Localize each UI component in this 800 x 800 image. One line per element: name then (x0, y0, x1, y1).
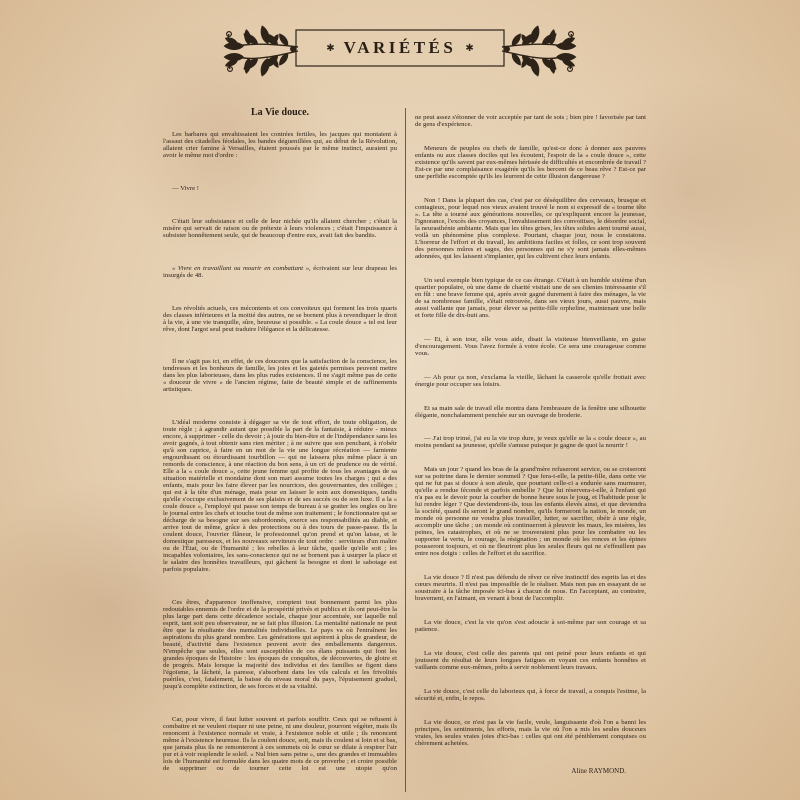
quoted-motto: « Vivre en travaillant ou mourir en combattant » (172, 264, 310, 272)
paragraph: La vie douce, c'est celle des parents qui ont peiné pour leurs enfants et qui jouissent du résultat de leurs longues fatigues en voyant ces enfants honnêtes et vaillants comme eux-mêmes, prêts à servir noblement leurs travaux. (415, 650, 646, 672)
paragraph: — Ah pour ça non, s'exclama la vieille, lâchant la casserole qu'elle frottait avec énergie pour occuper ses loisirs. (415, 373, 646, 388)
floral-ornament-left (224, 24, 298, 78)
paragraph (163, 265, 397, 279)
paragraph: Les révoltés actuels, ces mécontents et ces convoiteux qui forment les trois quarts des classes inférieures et la moitié des autres, ne se bornent plus à revendiquer le droit à la vie, à une vie tranquille, sûre, heureuse si possible. « La coule douce » tel est leur rêve, dont l'argot seul peut traduire l'élégance et la délicatesse. (163, 304, 397, 333)
section-header (222, 16, 578, 80)
paragraph: La vie douce ? Il n'est pas défendu de rêver ce rêve instinctif des esprits las et des cœurs meurtris. Il n'est pas impossible de le réaliser. Mais non pas en essayant de se soustraire à la tâche imposée ici-bas à chacun de nous. En l'acceptant, au contraire, bravement, en l'aimant, en venant à bout de l'accomplir. (415, 574, 646, 603)
column-divider (405, 108, 406, 792)
paragraph: Car, pour vivre, il faut lutter souvent et parfois souffrir. Ceux qui se refusent à combattre et ne veulent risquer ni une peine, ni une douleur, pourront végéter, mais ils renoncent à l'existence normale et vraie, à l'existence noble et utile ; ils renoncent même à l'existence heureuse. Ils la coulent douce, soit, mais ils coulent si loin et si bas, que jamais plus ils ne remonteront à ces sommets où le cœur se dilate à respirer l'air pur et à voir resplendir le soleil. « Nul bien sans peine », une des grandes et immuables lois de l'humanité est formulée dans les quatre mots de ce proverbe ; et croire possible de supprimer ou de tourner cette loi est une utopie qu'on (163, 716, 397, 772)
paragraph: — Vivre ! (172, 184, 199, 192)
paragraph: Non ! Dans la plupart des cas, c'est par ce déséquilibre des cerveaux, brusque et contagieux, pour lequel nos vieux avaient trouvé le nom si expressif de « tourne tête ». La tête a tourné aux générations nouvelles, ce qu'expliquent encore la jeunesse, l'ignorance, l'excès des croyances, l'envahissement des convoitises, le désordre social, la neurasthénie ambiante. Mais que les têtes grises, les têtes solides aient tourné aussi, voilà un phénomène plus complexe. Pourtant, chaque jour, nous le constatons. L'horreur de l'effort et du travail, les ambitions faciles et folles, ce sont trop souvent des personnes mûres et sages, des personnes qui ne s'y sont jamais elles-mêmes adonnées, qui les laissent s'implanter, qui les cultivent chez leurs enfants. (415, 196, 646, 260)
paragraph: Ces êtres, d'apparence inoffensive, comptent tout bonnement parmi les plus redoutables ennemis de l'ordre et de la prospérité privés et publics et ils ont peut-être la plus large part dans cette décadence sociale, chaque jour accentuée, sur laquelle nul esprit, tant soit peu observateur, ne se fait plus illusion. La mentalité nationale ne peut être que la résultante des mentalités individuelles. Le pays va où l'entraînent les aspirations du plus grand nombre. Les générations qui aspirent à plus de grandeur, de beauté, d'activité dans l'existence peuvent avoir des emballements dangereux. N'empêche que seules, elles sont susceptibles de ces élans puissants qui font les grandes époques de l'histoire : les époques de conquêtes, de découvertes, de gloire et de progrès. Mais lorsque la majorité des individus et des familles se figent dans l'égoïsme, la lâcheté, la paresse, s'absorbent dans les vils calculs et les frivolités puériles, c'est, fatalement, la baisse du niveau moral du pays, l'épuisement graduel, jusqu'à complète extinction, de ses forces et de sa vitalité. (163, 599, 397, 691)
paragraph: C'était leur subsistance et celle de leur nichée qu'ils allaient chercher ; c'était la misère qui servait de raison ou de prétexte à leurs violences ; c'était l'impuissance à subsister honnêtement seule, qui de beaucoup d'entre eux, avait fait des bandits. (163, 217, 397, 239)
paragraph: Et sa main sale de travail elle montra dans l'embrasure de la fenêtre une silhouette élégante, nonchalamment penchée sur un ouvrage de broderie. (415, 404, 646, 419)
floral-ornament-right (502, 24, 576, 78)
article-title: La Vie douce. (250, 107, 310, 118)
article-column-left (163, 131, 397, 772)
paragraph-text: , écrivaient sur leur drapeau les insurgés de 48. (163, 264, 397, 279)
section-title-box (296, 30, 504, 66)
star-ornament-left: ✱ (326, 42, 335, 54)
paragraph: Les barbares qui envahissaient les contrées fertiles, les jacques qui montaient à l'assaut des citadelles féodales, les bandes déguenillées qui, au début de la Révolution, allaient crier famine à Versailles, étaient poussés par le même instinct, auraient pu avoir le même mot d'ordre : (163, 131, 397, 159)
author-signature: Aline RAYMOND. (571, 766, 626, 775)
paragraph: Un seul exemple bien typique de ce cas étrange. C'était à un humble sixième d'un quartier populaire, où une dame de charité visitait une de ses clientes intéressante s'il en fût : une brave femme qui, après avoir gagné durement à faire des ménages, la vie de sa nombreuse famille, s'était retrouvée, dans ses vieux jours, aussi pauvre, mais aussi vaillante que jamais, pour élever sa petite-fille orpheline, maintenant une belle et forte fille de dix-huit ans. (415, 276, 646, 319)
article-column-right (415, 114, 646, 776)
paragraph: Il ne s'agit pas ici, en effet, de ces douceurs que la satisfaction de la conscience, les tendresses et les bonheurs de famille, les joies et les gaietés permises peuvent mettre dans les plus laborieuses, dans les plus rudes existences. Il ne s'agit même pas de cette « douceur de vivre » de l'ancien régime, faite de beauté simple et de raffinements artistiques. (163, 358, 397, 394)
paragraph: ne peut assez s'étonner de voir acceptée par tant de sots ; bien pire ! favorisée par tant de gens d'expérience. (415, 114, 646, 128)
paragraph: — J'ai trop trimé, j'ai eu la vie trop dure, je veux qu'elle se la « coule douce », au moins pendant sa jeunesse, qu'elle s'amuse puisque je gagne de quoi la nourrir ! (415, 435, 646, 450)
paragraph: — Et, à son tour, elle vous aide, disait la visiteuse bienveillante, en guise d'encouragement. Vous l'avez formée à votre école. Ce sera une courageuse comme vous. (415, 335, 646, 357)
paragraph: La vie douce, ce n'est pas la vie facile, veule, languissante d'où l'on a banni les principes, les sentiments, les efforts, mais la vie où l'on a mis les seules douceurs vraies, les seules vraies joies d'ici-bas : celles qui ont été péniblement conquises ou chèrement achetées. (415, 718, 646, 747)
paragraph: La vie douce, c'est la vie qu'on s'est adoucie à soi-même par son courage et sa patience. (415, 619, 646, 634)
paragraph: La vie douce, c'est celle du laborieux qui, à force de travail, a conquis l'estime, la sécurité et, enfin, le repos. (415, 688, 646, 703)
star-ornament-right: ✱ (465, 42, 474, 54)
paragraph: Mais un jour ? quand les bras de la grand'mère refuseront service, ou se croiseront sur sa poitrine dans le dernier sommeil ? Que fera-t-elle, la petite-fille, dans cette vie qui ne fut pas si douce à son aïeule, que pourtant celle-ci a endurée sans murmurer, qu'elle a rendue féconde et parfois embellie ? Que lui réservera-t-elle, à l'enfant qui n'a pas eu le devoir pour la courber de bonne heure sous le joug, et l'habitude pour le lui rendre léger ? Que deviendront-ils, tous les enfants élevés ainsi, et que deviendra la société, quand ils seront le grand nombre, qu'ils formeront la nation, le monde, un monde où personne ne voudra plus travailler, lutter, se sacrifier, obéir à une règle, accomplir une tâche ; un monde où continueront à pleuvoir les maux, les misères, les peines, les catastrophes, et où ne se trouveraient plus pour les combattre ou les supporter la vertu, le courage, la résignation ; un monde où les ronces et les épines pousseront toujours, et où ne fleuriront plus les seules fleurs qui ne s'effeuillent pas entre nos doigts : celles de l'effort et du sacrifice. (415, 466, 646, 558)
paragraph: L'idéal moderne consiste à dégager sa vie de tout effort, de toute obligation, de toute règle ; à agrandir autant que possible la part de la fantaisie, à réduire - mieux encore, à supprimer - celle du devoir ; à jouir du bien-être et de l'indépendance sans les avoir gagnés, à tout obtenir sans rien mériter ; à ne suivre que son penchant, à n'obéir qu'à son caprice, à faire en un mot de la vie une longue récréation — farniente engourdissant ou étourdissant tourbillon — qui ne laissera plus même place à un remords de conscience, à une réaction du bon sens, à un cri de prudence ou de vérité. Elle a la « coule douce », cette jeune femme qui profite de tous les avantages de sa situation matérielle et mondaine dont son mari assume toutes les charges ; qui a des enfants, mais pour les faire élever par les nourrices, des gouvernantes, des collèges ; qui est à la tête d'un ménage, mais pour en laisser le soin aux domestiques, tandis qu'elle s'occupe exclusivement de ses plaisirs et de ses succès ou de son luxe. Il a la « coule douce », l'employé qui passe son temps de bureau à se gratter les ongles ou lire le journal entre les chefs et touche tout de même son traitement ; le fonctionnaire qui se décharge de sa besogne sur ses subordonnés, exerce ses responsabilités au diable, et arrive tout de même, grâce à des protections ou à des tours de passe-passe. Ils la coulent douce, l'ouvrier flâneur, le professionnel qu'on prend et qu'on laisse, et le domestique paresseux, et les nouveaux serviteurs de tout ordre : serviteurs d'un maître ou de l'État, ou de l'humanité ; les rebelles à leur tâche, quelle qu'elle soit ; les incapables volontaires, les sans-conscience qui ne se bornent pas à usurper la place et le salaire des honnêtes travailleurs, qui gâchent la besogne et dont le sabotage est parfois populaire. (163, 419, 397, 574)
section-title: VARIÉTÉS (343, 38, 457, 57)
paragraph: Meneurs de peuples ou chefs de famille, qu'est-ce donc à donner aux pauvres enfants ou aux classes dociles qui les écoutent, l'espoir de la « coule douce », cette existence qu'ils savent par eux-mêmes hérissée de difficultés et encombrée de travail ? Est-ce par une complaisance exagérée qu'ils les bercent de ce beau rêve ? Est-ce par une perfidie escomptée qu'ils les leurrent de cette illusion dangereuse ? (415, 144, 646, 180)
